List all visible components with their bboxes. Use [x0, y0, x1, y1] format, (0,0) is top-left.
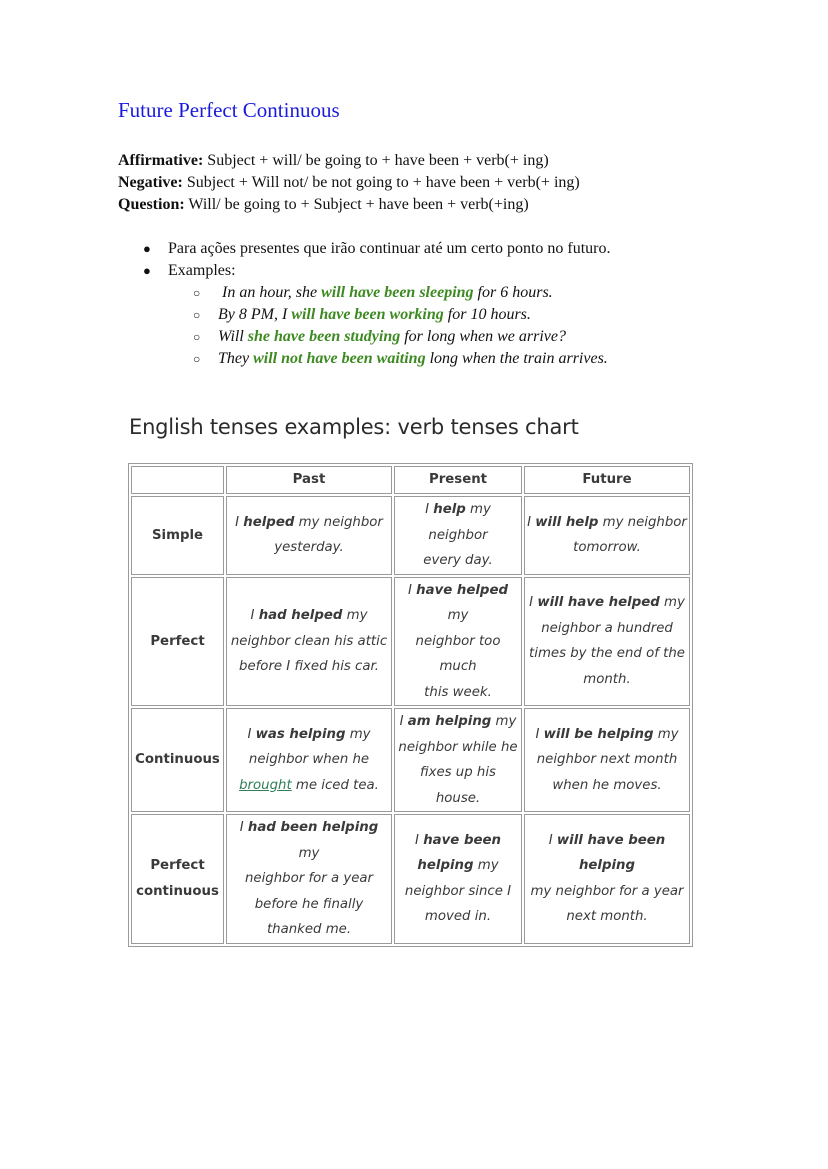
example-highlight: will have been working	[291, 306, 444, 323]
bullet-item	[143, 240, 611, 258]
cell-text: I	[399, 714, 408, 729]
bullet-text: Para ações presentes que irão continuar até um certo ponto no futuro.	[168, 240, 611, 257]
cell-line	[229, 722, 389, 748]
example-text: By 8 PM, I	[218, 306, 292, 323]
cell-text: I	[529, 595, 538, 611]
table-header-row	[131, 466, 690, 494]
row-header: Simple	[131, 496, 224, 575]
cell-text: me iced tea.	[291, 777, 379, 793]
cell-line	[229, 510, 389, 536]
table-cell	[524, 814, 690, 944]
table-cell	[394, 496, 522, 575]
cell-text: yesterday.	[274, 540, 344, 556]
cell-line	[397, 578, 519, 629]
table-cell	[226, 577, 392, 707]
column-header: Future	[524, 466, 690, 494]
negative-rule	[118, 172, 580, 194]
cell-line	[397, 828, 519, 854]
cell-bold-verb: was helping	[255, 726, 346, 742]
column-header: Past	[226, 466, 392, 494]
example-text: They	[218, 350, 254, 367]
table-row	[131, 496, 690, 575]
column-header: Present	[394, 466, 522, 494]
cell-text: I	[548, 832, 557, 848]
bullet-icon: ●	[143, 241, 151, 256]
cell-line	[527, 828, 687, 879]
brought-link[interactable]: brought	[239, 777, 292, 793]
table-cell	[394, 708, 522, 812]
cell-text: my	[342, 608, 368, 623]
example-highlight: she have been studying	[247, 328, 401, 345]
cell-text: neighbor since I	[404, 883, 512, 899]
bullet-item	[143, 262, 236, 280]
table-cell	[226, 708, 392, 812]
circle-bullet-icon: ○	[193, 286, 201, 300]
cell-line	[397, 548, 519, 574]
cell-text: neighbor next month	[536, 752, 678, 768]
cell-line	[229, 629, 389, 655]
cell-line	[527, 641, 687, 667]
chart-heading: English tenses examples: verb tenses chart	[129, 415, 579, 439]
affirmative-rule	[118, 150, 549, 172]
cell-line	[229, 917, 389, 943]
cell-text: I	[527, 514, 536, 530]
rule-text: Will/ be going to + Subject + have been + verb(+ing)	[184, 196, 529, 213]
cell-text: neighbor for a year	[245, 871, 373, 886]
cell-text: my	[491, 714, 517, 729]
cell-line	[229, 747, 389, 773]
table-cell	[394, 577, 522, 707]
table-cell	[226, 496, 392, 575]
cell-text: my	[659, 595, 685, 611]
bullet-text: Examples:	[168, 262, 236, 279]
cell-text: I	[239, 820, 248, 835]
table-row	[131, 814, 690, 944]
cell-text: I	[247, 726, 256, 742]
cell-text: my	[473, 858, 499, 874]
example-text: long when the train arrives.	[425, 350, 608, 367]
cell-line	[397, 853, 519, 879]
cell-line	[229, 603, 389, 629]
cell-line	[527, 535, 687, 561]
cell-bold-verb: had been helping	[247, 820, 379, 835]
table-cell	[226, 814, 392, 944]
cell-line	[527, 510, 687, 536]
table-cell	[394, 814, 522, 944]
corner-cell	[131, 466, 224, 494]
cell-text: moved in.	[424, 909, 492, 925]
rule-text: Subject + Will not/ be not going to + have been + verb(+ ing)	[182, 174, 580, 191]
row-header: Continuous	[131, 708, 224, 812]
cell-text: my neighbor	[428, 502, 491, 543]
cell-line	[229, 654, 389, 680]
cell-bold-verb: will have helped	[537, 595, 660, 611]
cell-text: neighbor a hundred	[541, 620, 673, 636]
cell-line	[229, 535, 389, 561]
cell-bold-verb: helped	[243, 514, 295, 530]
cell-bold-verb: had helped	[258, 608, 343, 623]
cell-text: I	[425, 502, 434, 517]
cell-text: next month.	[566, 909, 648, 925]
cell-text: fixes up his house.	[420, 765, 496, 806]
cell-line	[397, 629, 519, 680]
cell-line	[229, 815, 389, 866]
cell-text: my	[298, 845, 320, 861]
cell-line	[397, 904, 519, 930]
cell-bold-verb: have been	[423, 832, 501, 848]
cell-bold-verb: will help	[535, 514, 599, 530]
cell-bold-verb: will have been helping	[556, 832, 666, 874]
question-rule	[118, 194, 529, 216]
cell-text: month.	[583, 671, 631, 687]
table-cell	[524, 577, 690, 707]
example-text: for 6 hours.	[473, 284, 553, 301]
example-item	[193, 306, 531, 324]
cell-line	[527, 667, 687, 693]
cell-line	[527, 773, 687, 799]
cell-line	[397, 709, 519, 735]
cell-text: thanked me.	[266, 922, 352, 937]
cell-text: this week.	[424, 684, 492, 700]
cell-text: times by the end of the	[529, 646, 685, 662]
example-item	[193, 350, 608, 368]
rule-text: Subject + will/ be going to + have been + verb(+ ing)	[203, 152, 549, 169]
cell-text: neighbor when he	[248, 752, 370, 768]
rule-label: Negative:	[118, 174, 183, 191]
cell-text: tomorrow.	[573, 540, 641, 556]
circle-bullet-icon: ○	[193, 308, 201, 322]
cell-text: my	[653, 726, 679, 742]
example-text: for long when we arrive?	[400, 328, 566, 345]
cell-text: neighbor clean his attic	[230, 633, 388, 649]
cell-line	[527, 616, 687, 642]
row-header: Perfect continuous	[131, 814, 224, 944]
cell-bold-verb: will be helping	[543, 726, 654, 742]
rule-label: Affirmative:	[118, 152, 204, 169]
cell-text: my	[345, 726, 371, 742]
cell-line	[527, 747, 687, 773]
cell-line	[229, 773, 389, 799]
example-text: Will	[218, 328, 248, 345]
cell-line	[229, 866, 389, 892]
cell-text: when he moves.	[552, 777, 662, 793]
cell-text: my neighbor	[598, 514, 687, 530]
cell-text: neighbor while he	[398, 739, 518, 755]
cell-line	[397, 497, 519, 548]
example-highlight: will not have been waiting	[253, 350, 426, 367]
example-highlight: will have been sleeping	[321, 284, 474, 301]
cell-text: before he finally	[254, 896, 364, 912]
cell-line	[229, 892, 389, 918]
verb-tenses-table	[128, 463, 693, 947]
example-item	[193, 284, 553, 302]
cell-line	[527, 722, 687, 748]
cell-text: I	[535, 726, 544, 742]
table-row	[131, 708, 690, 812]
example-item	[193, 328, 566, 346]
cell-bold-verb: am helping	[407, 714, 492, 729]
cell-bold-verb: have helped	[416, 582, 508, 598]
cell-text: I	[407, 582, 417, 598]
cell-text: my neighbor for a year	[530, 883, 684, 899]
cell-line	[397, 760, 519, 811]
table-cell	[524, 496, 690, 575]
cell-text: my	[447, 608, 469, 623]
cell-text: neighbor too much	[415, 633, 501, 674]
cell-line	[397, 735, 519, 761]
cell-line	[527, 904, 687, 930]
cell-line	[397, 879, 519, 905]
circle-bullet-icon: ○	[193, 352, 201, 366]
example-text: for 10 hours.	[443, 306, 531, 323]
cell-text: before I fixed his car.	[239, 659, 379, 674]
cell-text: every day.	[423, 553, 493, 568]
table-cell	[524, 708, 690, 812]
cell-text: I	[235, 514, 244, 530]
cell-line	[397, 680, 519, 706]
cell-line	[527, 879, 687, 905]
cell-line	[527, 590, 687, 616]
page-title: Future Perfect Continuous	[118, 98, 340, 122]
bullet-icon: ●	[143, 263, 151, 278]
cell-bold-verb: help	[433, 502, 466, 517]
cell-text: my neighbor	[294, 514, 383, 530]
cell-bold-verb: helping	[417, 858, 474, 874]
row-header: Perfect	[131, 577, 224, 707]
example-text: In an hour, she	[218, 284, 322, 301]
rule-label: Question:	[118, 196, 185, 213]
cell-text: I	[415, 832, 424, 848]
circle-bullet-icon: ○	[193, 330, 201, 344]
cell-text: I	[250, 608, 259, 623]
table-row	[131, 577, 690, 707]
